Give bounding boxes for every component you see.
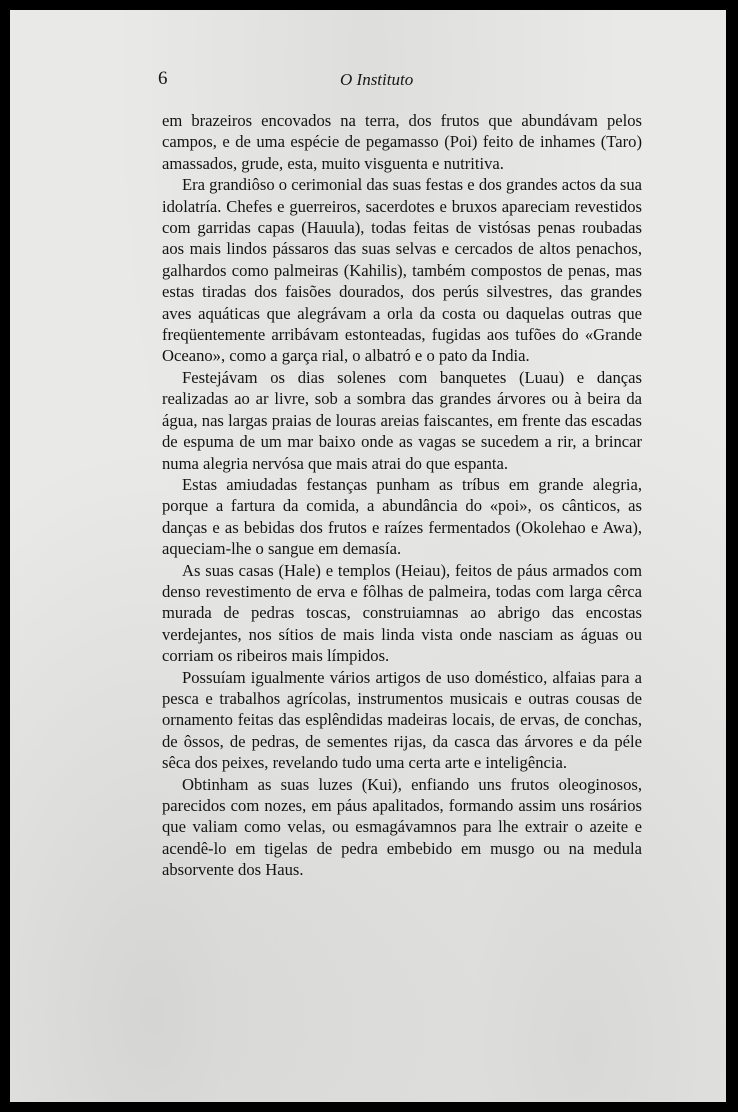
page-header [10,68,726,98]
paragraph-1: em brazeiros encovados na terra, dos frutos que abundávam pelos campos, e de uma espécie de pegamasso (Poi) feito de inhames (Taro) amassados, grude, esta, muito visguenta e nutritiva. [162,111,642,173]
body-text [162,110,642,881]
paragraph-4: Estas amiudadas festanças punham as tríbus em grande alegria, porque a fartura da comida, a abundância do «poi», os cânticos, as danças e as bebidas dos frutos e raízes fermentados (Okolehao e Awa), aqueciam-lhe o sangue em demasía. [162,474,642,559]
page-number: 6 [158,68,168,89]
paragraph-2: Era grandiôso o cerimonial das suas festas e dos grandes actos da sua idolatría. Chefes e guerreiros, sacerdotes e bruxos apareciam revestidos com garridas capas (Hauula), todas feitas de vistósas penas roubadas aos mais lindos pássaros das suas selvas e cercados de altos penachos, galhardos como palmeiras (Kahilis), também compostos de penas, mas estas tiradas dos faisões dourados, dos perús silvestres, das grandes aves aquáticas que alegrávam a orla da costa ou daquelas outras que freqüentemente arribávam estonteadas, fugidas aos tufões do «Grande Oceano», como a garça rial, o albatró e o pato da India. [162,175,642,366]
paragraph-5: As suas casas (Hale) e templos (Heiau), feitos de páus armados com denso revestimento de erva e fôlhas de palmeira, todas com larga cêrca murada de pedras toscas, construiamnas ao abrigo das encostas verdejantes, nos sítios de mais linda vista onde nasciam as águas ou corriam os ribeiros mais límpidos. [162,560,642,666]
paragraph-6: Possuíam igualmente vários artigos de uso doméstico, alfaias para a pesca e trabalhos agrícolas, instrumentos musicais e outras cousas de ornamento feitas das esplêndidas madeiras locais, de ervas, de conchas, de ôssos, de pedras, de sementes rijas, da casca das árvores e da péle sêca dos peixes, revelando tudo uma certa arte e inteligência. [162,667,642,773]
scanned-page [10,10,726,1102]
paragraph-3: Festejávam os dias solenes com banquetes (Luau) e danças realizadas ao ar livre, sob a sombra das grandes árvores ou à beira da água, nas largas praias de louras areias faiscantes, em frente das escadas de espuma de um mar baixo onde as vagas se sucedem a rir, a brincar numa alegria nervósa que mais atrai do que espanta. [162,367,642,473]
paragraph-7: Obtinham as suas luzes (Kui), enfiando uns frutos oleoginosos, parecidos com nozes, em páus apalitados, formando assim uns rosários que valiam como velas, ou esmagávamnos para lhe extrair o azeite e acendê-lo em tigelas de pedra embebido em musgo ou na medula absorvente dos Haus. [162,774,642,880]
running-title: O Instituto [340,70,414,89]
